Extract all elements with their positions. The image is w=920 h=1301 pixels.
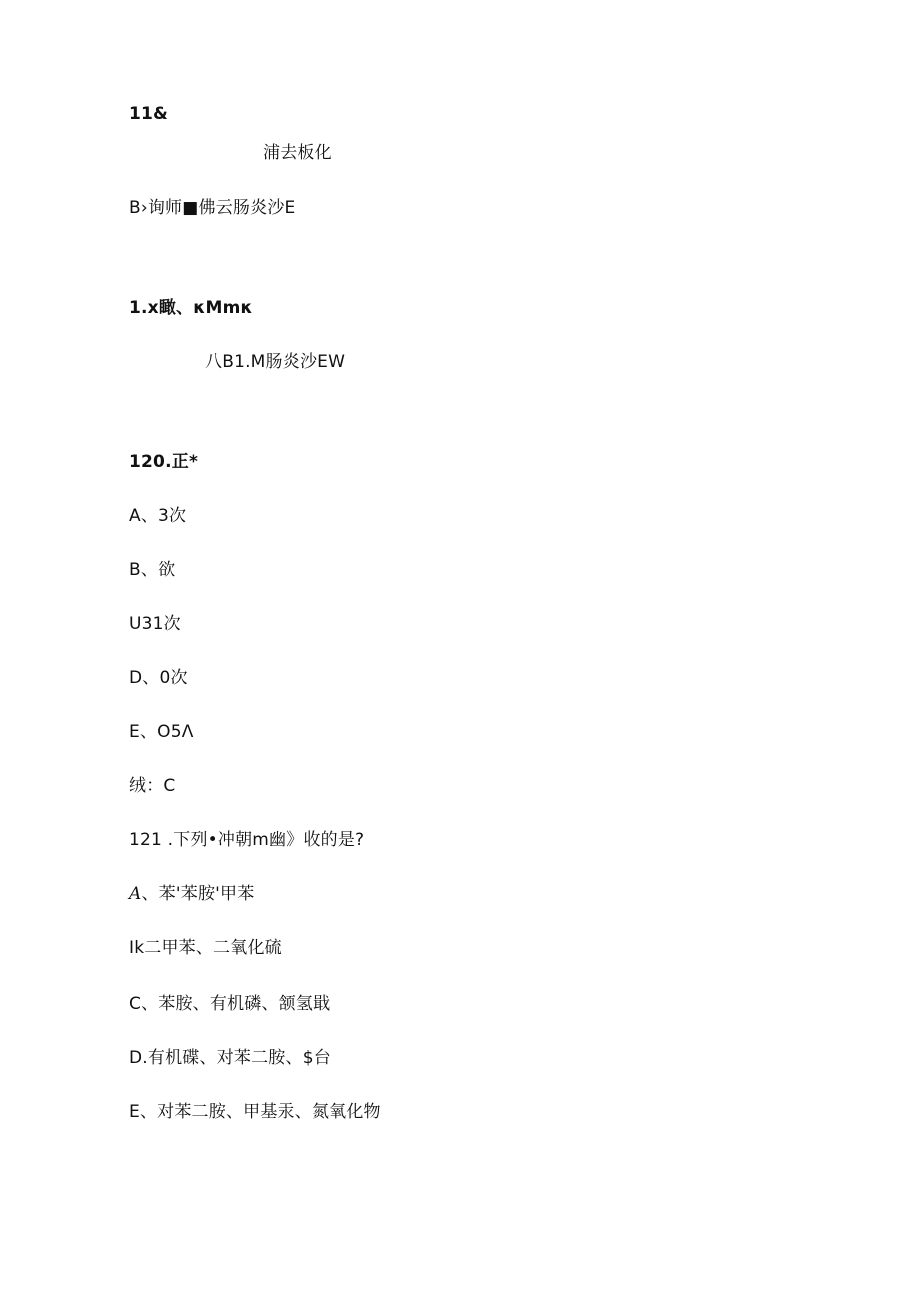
option-a (129, 883, 254, 905)
question-number-line: 11& (129, 104, 169, 124)
option-e: E、对苯二胺、甲基汞、氮氧化物 (129, 1102, 381, 1122)
option-d: D、0次 (129, 668, 188, 688)
option-e: E、O5Λ (129, 722, 194, 742)
question-title: 121 .下列•冲朝m幽》收的是? (129, 830, 365, 850)
option-letter: A (129, 884, 142, 904)
question-title: 120.正* (129, 452, 199, 472)
option-b: B、欲 (129, 560, 176, 580)
text-line: 八B1.M肠炎沙EW (205, 352, 346, 372)
option-a: A、3次 (129, 506, 187, 526)
answer-line: 绒：C (129, 776, 176, 796)
option-c: U31次 (129, 614, 181, 634)
text-line: 浦去板化 (263, 143, 332, 163)
option-b: Ik二甲苯、二氧化硫 (129, 938, 282, 958)
option-text: 、苯'苯胺'甲苯 (141, 884, 255, 904)
text-line: 1.x瞰、κMmκ (129, 298, 253, 318)
option-d: D.有机碟、对苯二胺、$台 (129, 1048, 331, 1068)
option-line: B›询师■佛云肠炎沙E (129, 198, 296, 218)
option-c: C、苯胺、有机磷、颔氢戢 (129, 994, 331, 1014)
